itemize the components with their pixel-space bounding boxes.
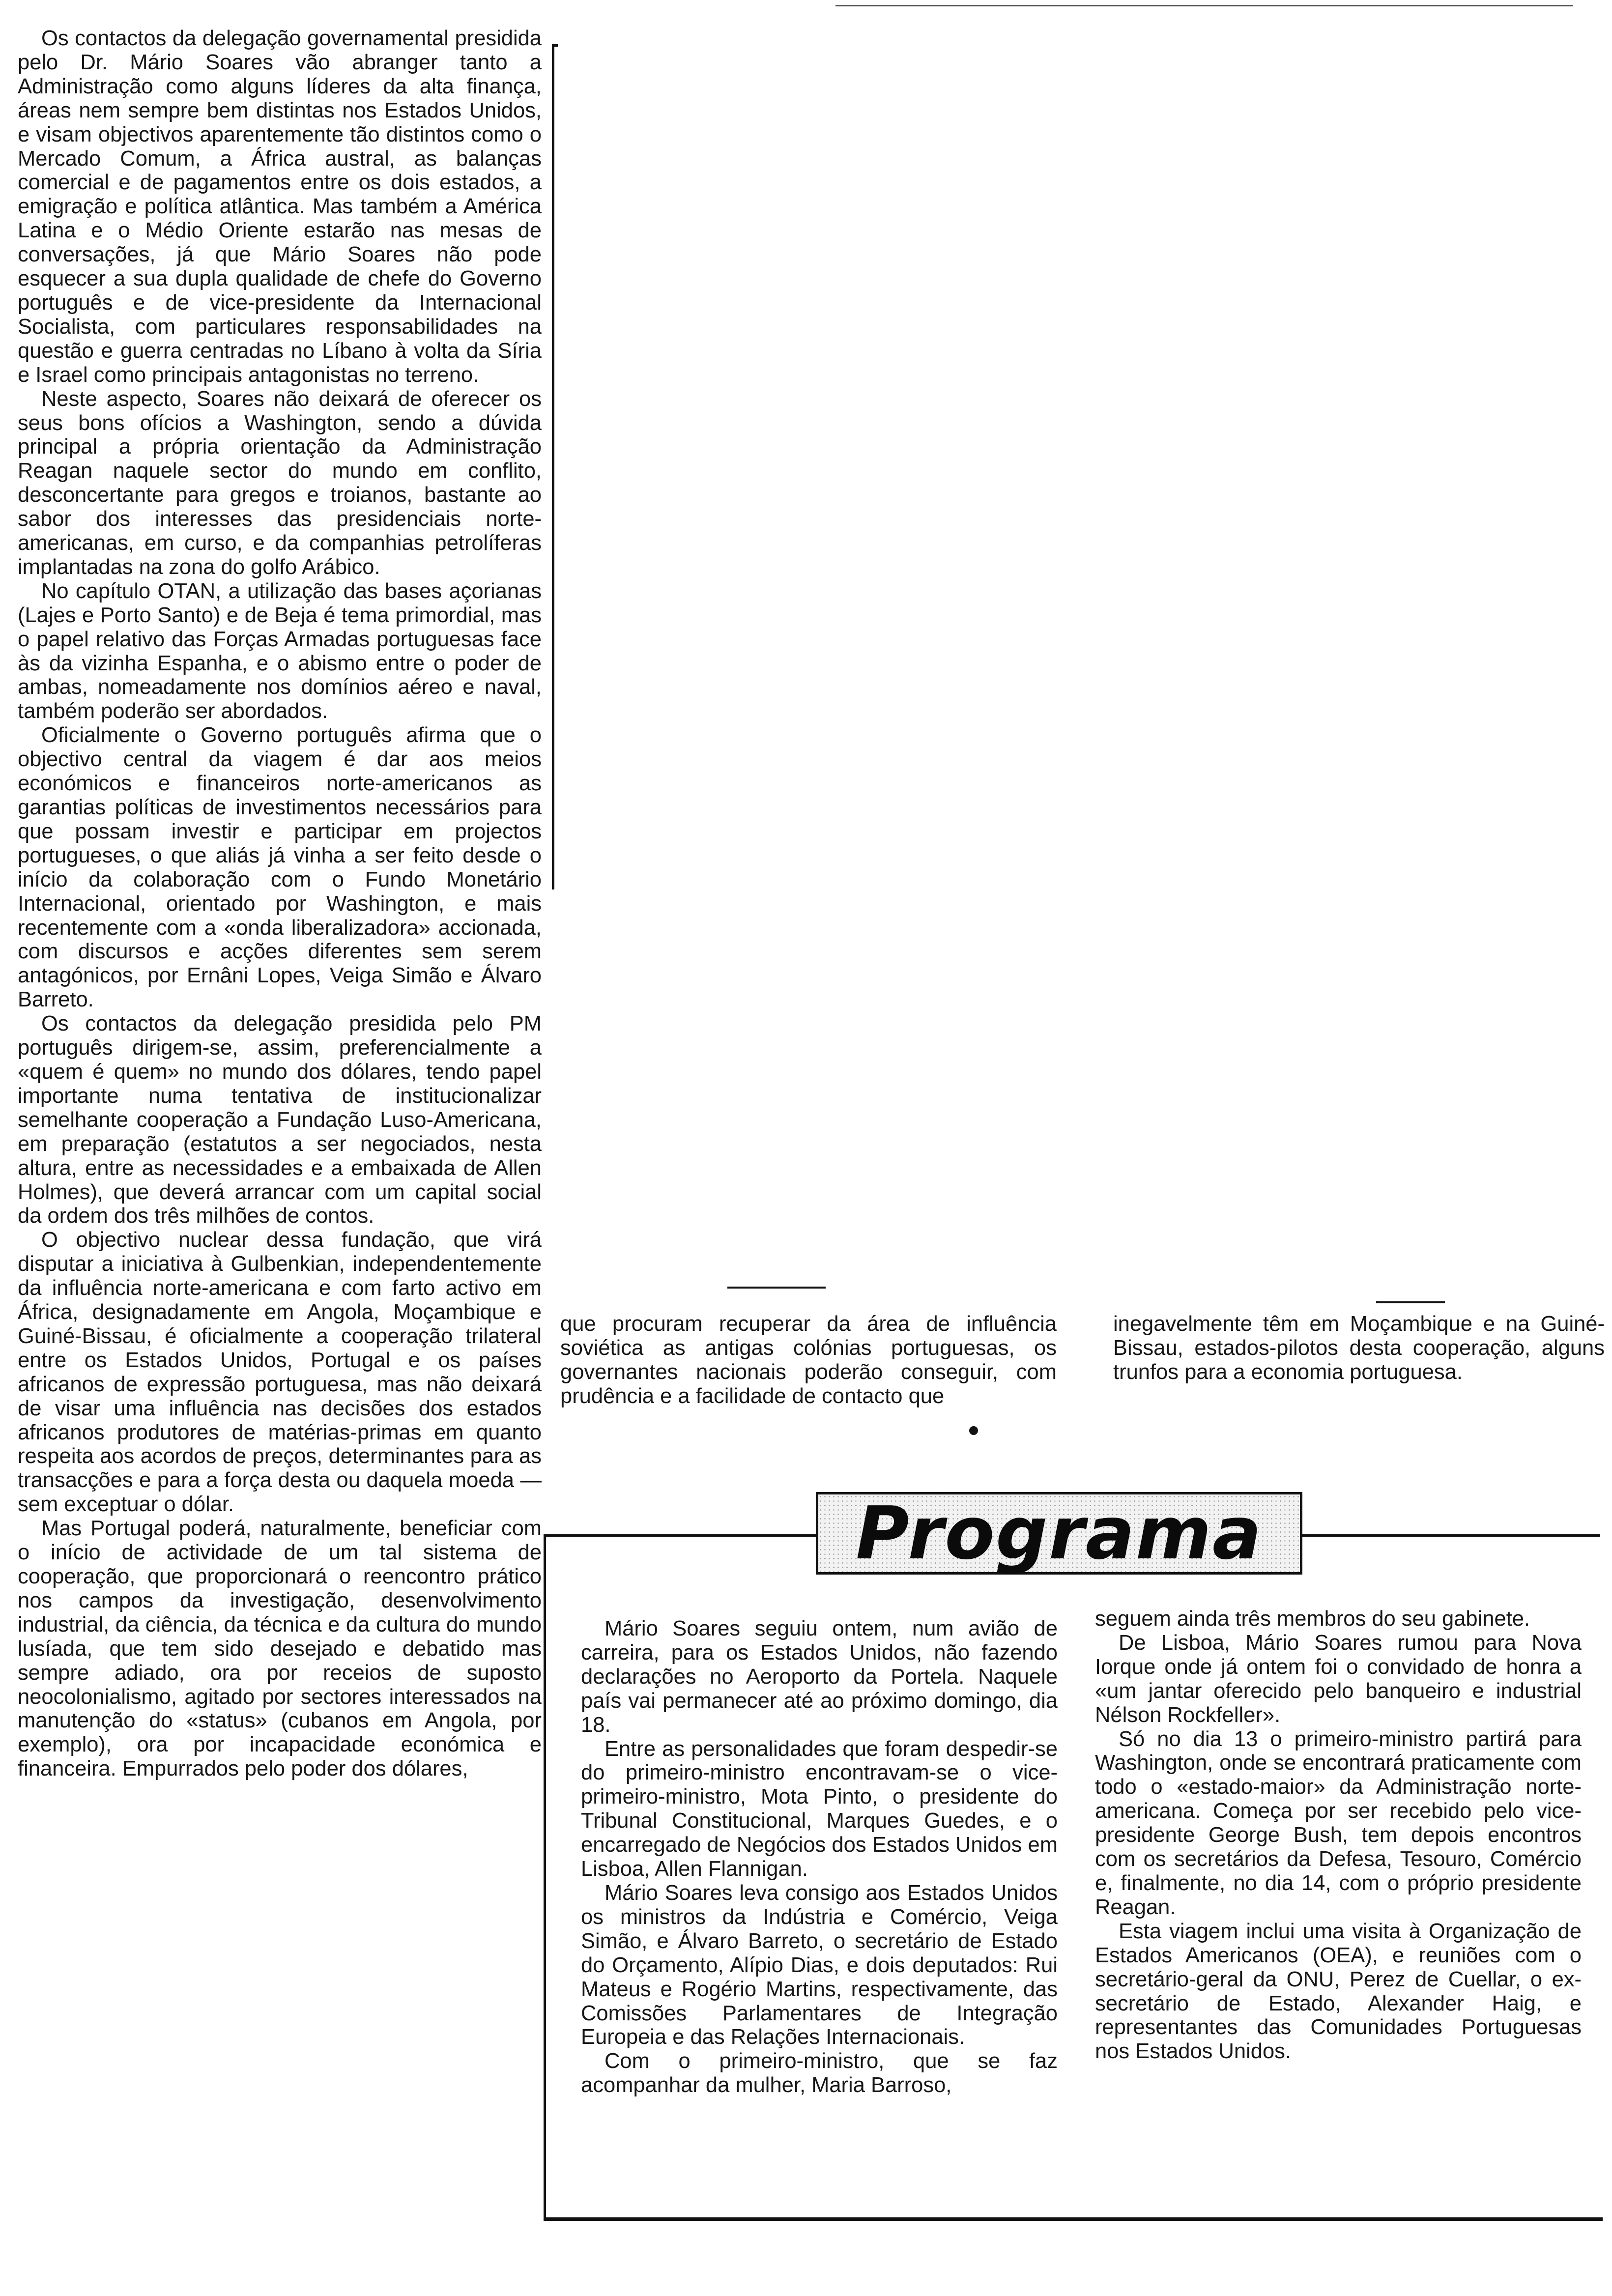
programa-right-column bbox=[1095, 1607, 1582, 2197]
programa-heading-text: Programa bbox=[856, 1491, 1263, 1576]
continuation-paragraph: inegavelmente têm em Moçambique e na Guiné-Bissau, estados-pilotos desta cooperação, alguns trunfos para a economia portuguesa. bbox=[1113, 1312, 1605, 1384]
bullet-separator bbox=[969, 1426, 978, 1435]
programa-paragraph: De Lisboa, Mário Soares rumou para Nova Iorque onde já ontem foi o convidado de honra a «um jantar oferecido pelo banqueiro e industrial Nélson Rockfeller». bbox=[1095, 1631, 1582, 1727]
programa-paragraph: Só no dia 13 o primeiro-ministro partirá para Washington, onde se encontrará praticamente com todo o «estado-maior» da Administração norte-americana. Começa por ser recebido pelo vice-presidente George Bush, tem depois encontros com os secretários da Defesa, Tesouro, Comércio e, finalmente, no dia 14, com o próprio presidente Reagan. bbox=[1095, 1727, 1582, 1919]
programa-paragraph: Mário Soares leva consigo aos Estados Unidos os ministros da Indústria e Comércio, Veiga Simão, e Álvaro Barreto, o secretário de Estado do Orçamento, Alípio Dias, e dois deputados: Rui Mateus e Rogério Martins, respectivamente, das Comissões Parlamentares de Integração Europeia e das Relações Internacionais. bbox=[581, 1881, 1058, 2049]
separator-rule-right bbox=[1376, 1301, 1445, 1303]
continuation-right-column bbox=[1113, 1312, 1605, 1410]
article-paragraph: No capítulo OTAN, a utilização das bases açorianas (Lajes e Porto Santo) e de Beja é tema primordial, mas o papel relativo das Forças Armadas portuguesas face às da vizinha Espanha, e o abismo entre o poder de ambas, nomeadamente nos domínios aéreo e naval, também poderão ser abordados. bbox=[18, 579, 542, 723]
main-article-column bbox=[18, 27, 542, 2218]
programa-box-top-rule-left bbox=[544, 1534, 819, 1537]
programa-box-top-rule-right bbox=[1301, 1534, 1600, 1537]
continuation-middle-column bbox=[560, 1312, 1057, 1410]
article-paragraph: Os contactos da delegação presidida pelo PM português dirigem-se, assim, preferencialmente a «quem é quem» no mundo dos dólares, tendo papel importante numa tentativa de institucionalizar semelhante cooperação a Fundação Luso-Americana, em preparação (estatutos a ser negociados, nesta altura, entre as necessidades e a embaixada de Allen Holmes), que deverá arrancar com um capital social da ordem dos três milhões de contos. bbox=[18, 1012, 542, 1228]
programa-paragraph: Com o primeiro-ministro, que se faz acompanhar da mulher, Maria Barroso, bbox=[581, 2049, 1058, 2097]
top-edge-line bbox=[835, 5, 1573, 6]
programa-heading bbox=[816, 1492, 1302, 1575]
programa-paragraph: seguem ainda três membros do seu gabinete. bbox=[1095, 1607, 1530, 1631]
programa-paragraph: Mário Soares seguiu ontem, num avião de carreira, para os Estados Unidos, não fazendo declarações no Aeroporto da Portela. Naquele país vai permanecer até ao próximo domingo, dia 18. bbox=[581, 1617, 1058, 1737]
separator-rule bbox=[727, 1287, 826, 1289]
article-paragraph: Neste aspecto, Soares não deixará de oferecer os seus bons ofícios a Washington, sendo a dúvida principal a própria orientação da Administração Reagan naquele sector do mundo em conflito, desconcertante para gregos e troianos, bastante ao sabor dos interesses das presidenciais norte-americanas, em curso, e da companhias petrolíferas implantadas na zona do golfo Arábico. bbox=[18, 387, 542, 579]
article-paragraph: Mas Portugal poderá, naturalmente, beneficiar com o início de actividade de um tal sistema de cooperação, que proporcionará o reencontro prático nos campos da investigação, desenvolvimento industrial, da ciência, da técnica e da cultura do mundo lusíada, que tem sido desejado e debatido mas sempre adiado, ora por receios de suposto neocolonialismo, agitado por sectores interessados na manutenção do «status» (cubanos em Angola, por exemplo), ora por incapacidade económica e financeira. Empurrados pelo poder dos dólares, bbox=[18, 1517, 542, 1781]
column-bracket-top bbox=[552, 44, 558, 47]
column-bracket-vertical bbox=[552, 44, 554, 890]
programa-paragraph: Entre as personalidades que foram despedir-se do primeiro-ministro encontravam-se o vice-primeiro-ministro, Mota Pinto, o presidente do Tribunal Constitucional, Marques Guedes, e o encarregado de Negócios dos Estados Unidos em Lisboa, Allen Flannigan. bbox=[581, 1737, 1058, 1881]
continuation-paragraph: que procuram recuperar da área de influência soviética as antigas colónias portuguesas, os governantes nacionais poderão conseguir, com prudência e a facilidade de contacto que bbox=[560, 1312, 1057, 1408]
programa-left-column bbox=[581, 1617, 1058, 2197]
article-paragraph: Oficialmente o Governo português afirma que o objectivo central da viagem é dar aos meios económicos e financeiros norte-americanos as garantias políticas de investimentos necessários para que possam investir e participar em projectos portugueses, o que aliás já vinha a ser feito desde o início da colaboração com o Fundo Monetário Internacional, orientado por Washington, e mais recentemente com a «onda liberalizadora» accionada, com discursos e acções diferentes sem serem antagónicos, por Ernâni Lopes, Veiga Simão e Álvaro Barreto. bbox=[18, 723, 542, 1012]
article-paragraph: O objectivo nuclear dessa fundação, que virá disputar a iniciativa à Gulbenkian, independentemente da influência norte-americana e com farto activo em África, designadamente em Angola, Moçambique e Guiné-Bissau, é oficialmente a cooperação trilateral entre os Estados Unidos, Portugal e os países africanos de expressão portuguesa, mas não deixará de visar uma influência nas decisões dos estados africanos produtores de matérias-primas em quanto respeita aos acordos de preços, determinantes para as transacções e para a força desta ou daquela moeda — sem exceptuar o dólar. bbox=[18, 1228, 542, 1517]
programa-paragraph: Esta viagem inclui uma visita à Organização de Estados Americanos (OEA), e reuniões com o secretário-geral da ONU, Perez de Cuellar, o ex-secretário de Estado, Alexander Haig, e representantes das Comunidades Portuguesas nos Estados Unidos. bbox=[1095, 1919, 1582, 2064]
article-paragraph: Os contactos da delegação governamental presidida pelo Dr. Mário Soares vão abranger tanto a Administração como alguns líderes da alta finança, áreas nem sempre bem distintas nos Estados Unidos, e visam objectivos aparentemente tão distintos como o Mercado Comum, a África austral, as balanças comercial e de pagamentos entre os dois estados, a emigração e política atlântica. Mas também a América Latina e o Médio Oriente estarão nas mesas de conversações, já que Mário Soares não pode esquecer a sua dupla qualidade de chefe do Governo português e de vice-presidente da Internacional Socialista, com particulares responsabilidades na questão e guerra centradas no Líbano à volta da Síria e Israel como principais antagonistas no terreno. bbox=[18, 27, 542, 387]
